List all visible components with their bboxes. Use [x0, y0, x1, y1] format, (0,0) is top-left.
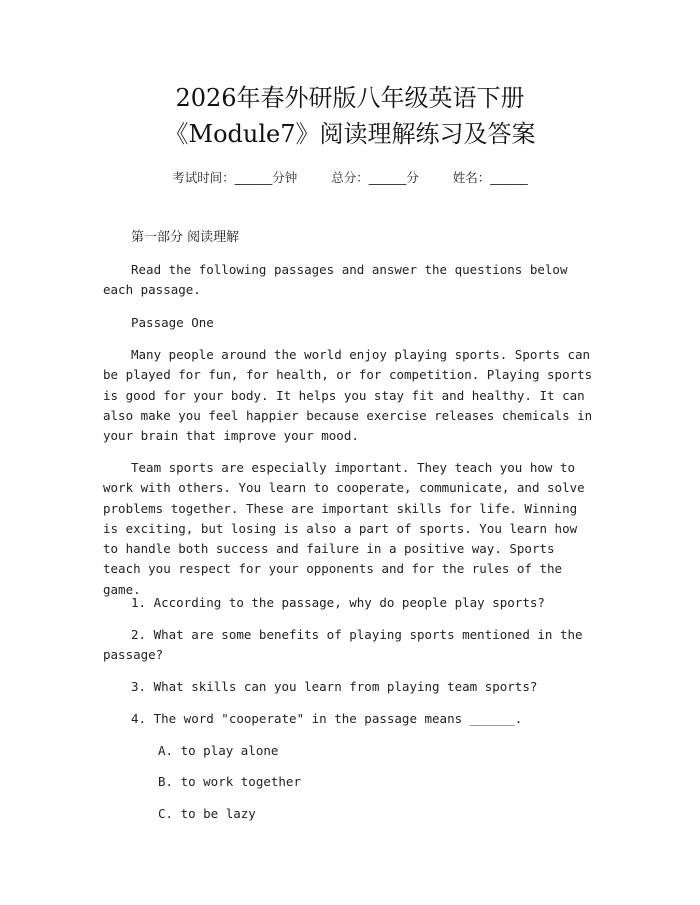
passage-paragraph-2: Team sports are especially important. They teach you how to work with others. You learn to cooperate, communicate, and solve problems together. These are important skills for life. Winning is exciting, but losing is also a part of sports. You learn how to handle both success and failure in a positive way. Sports teach you respect for your opponents and for the rules of the game. — [103, 460, 585, 597]
question-1: 1. According to the passage, why do people play sports? — [131, 595, 545, 610]
question-4: 4. The word "cooperate" in the passage means ______. — [131, 711, 523, 726]
document-title-line2: 《Module7》阅读理解练习及答案 — [164, 120, 536, 148]
name-label: 姓名：______ — [452, 170, 528, 185]
passage-paragraph-1: Many people around the world enjoy playing sports. Sports can be played for fun, for health, or for competition. Playing sports is good for your body. It helps you stay fit and healthy. It can also make you feel happier because exercise releases chemicals in your brain that improve your mood. — [103, 347, 593, 444]
question-3: 3. What skills can you learn from playing team sports? — [131, 679, 538, 694]
exam-time-label: 考试时间：______分钟 — [172, 170, 298, 185]
section-heading: 第一部分 阅读理解 — [131, 230, 240, 245]
option-c: C. to be lazy — [158, 806, 256, 821]
question-2: 2. What are some benefits of playing sports mentioned in the passage? — [103, 627, 583, 663]
instructions: Read the following passages and answer the questions below each passage. — [103, 262, 568, 298]
exam-meta — [0, 168, 700, 186]
total-score-label: 总分：______分 — [331, 170, 419, 185]
option-b: B. to work together — [158, 774, 301, 789]
option-a: A. to play alone — [158, 743, 279, 758]
passage-title: Passage One — [131, 315, 214, 330]
document-title-line1: 2026年春外研版八年级英语下册 — [175, 84, 525, 112]
